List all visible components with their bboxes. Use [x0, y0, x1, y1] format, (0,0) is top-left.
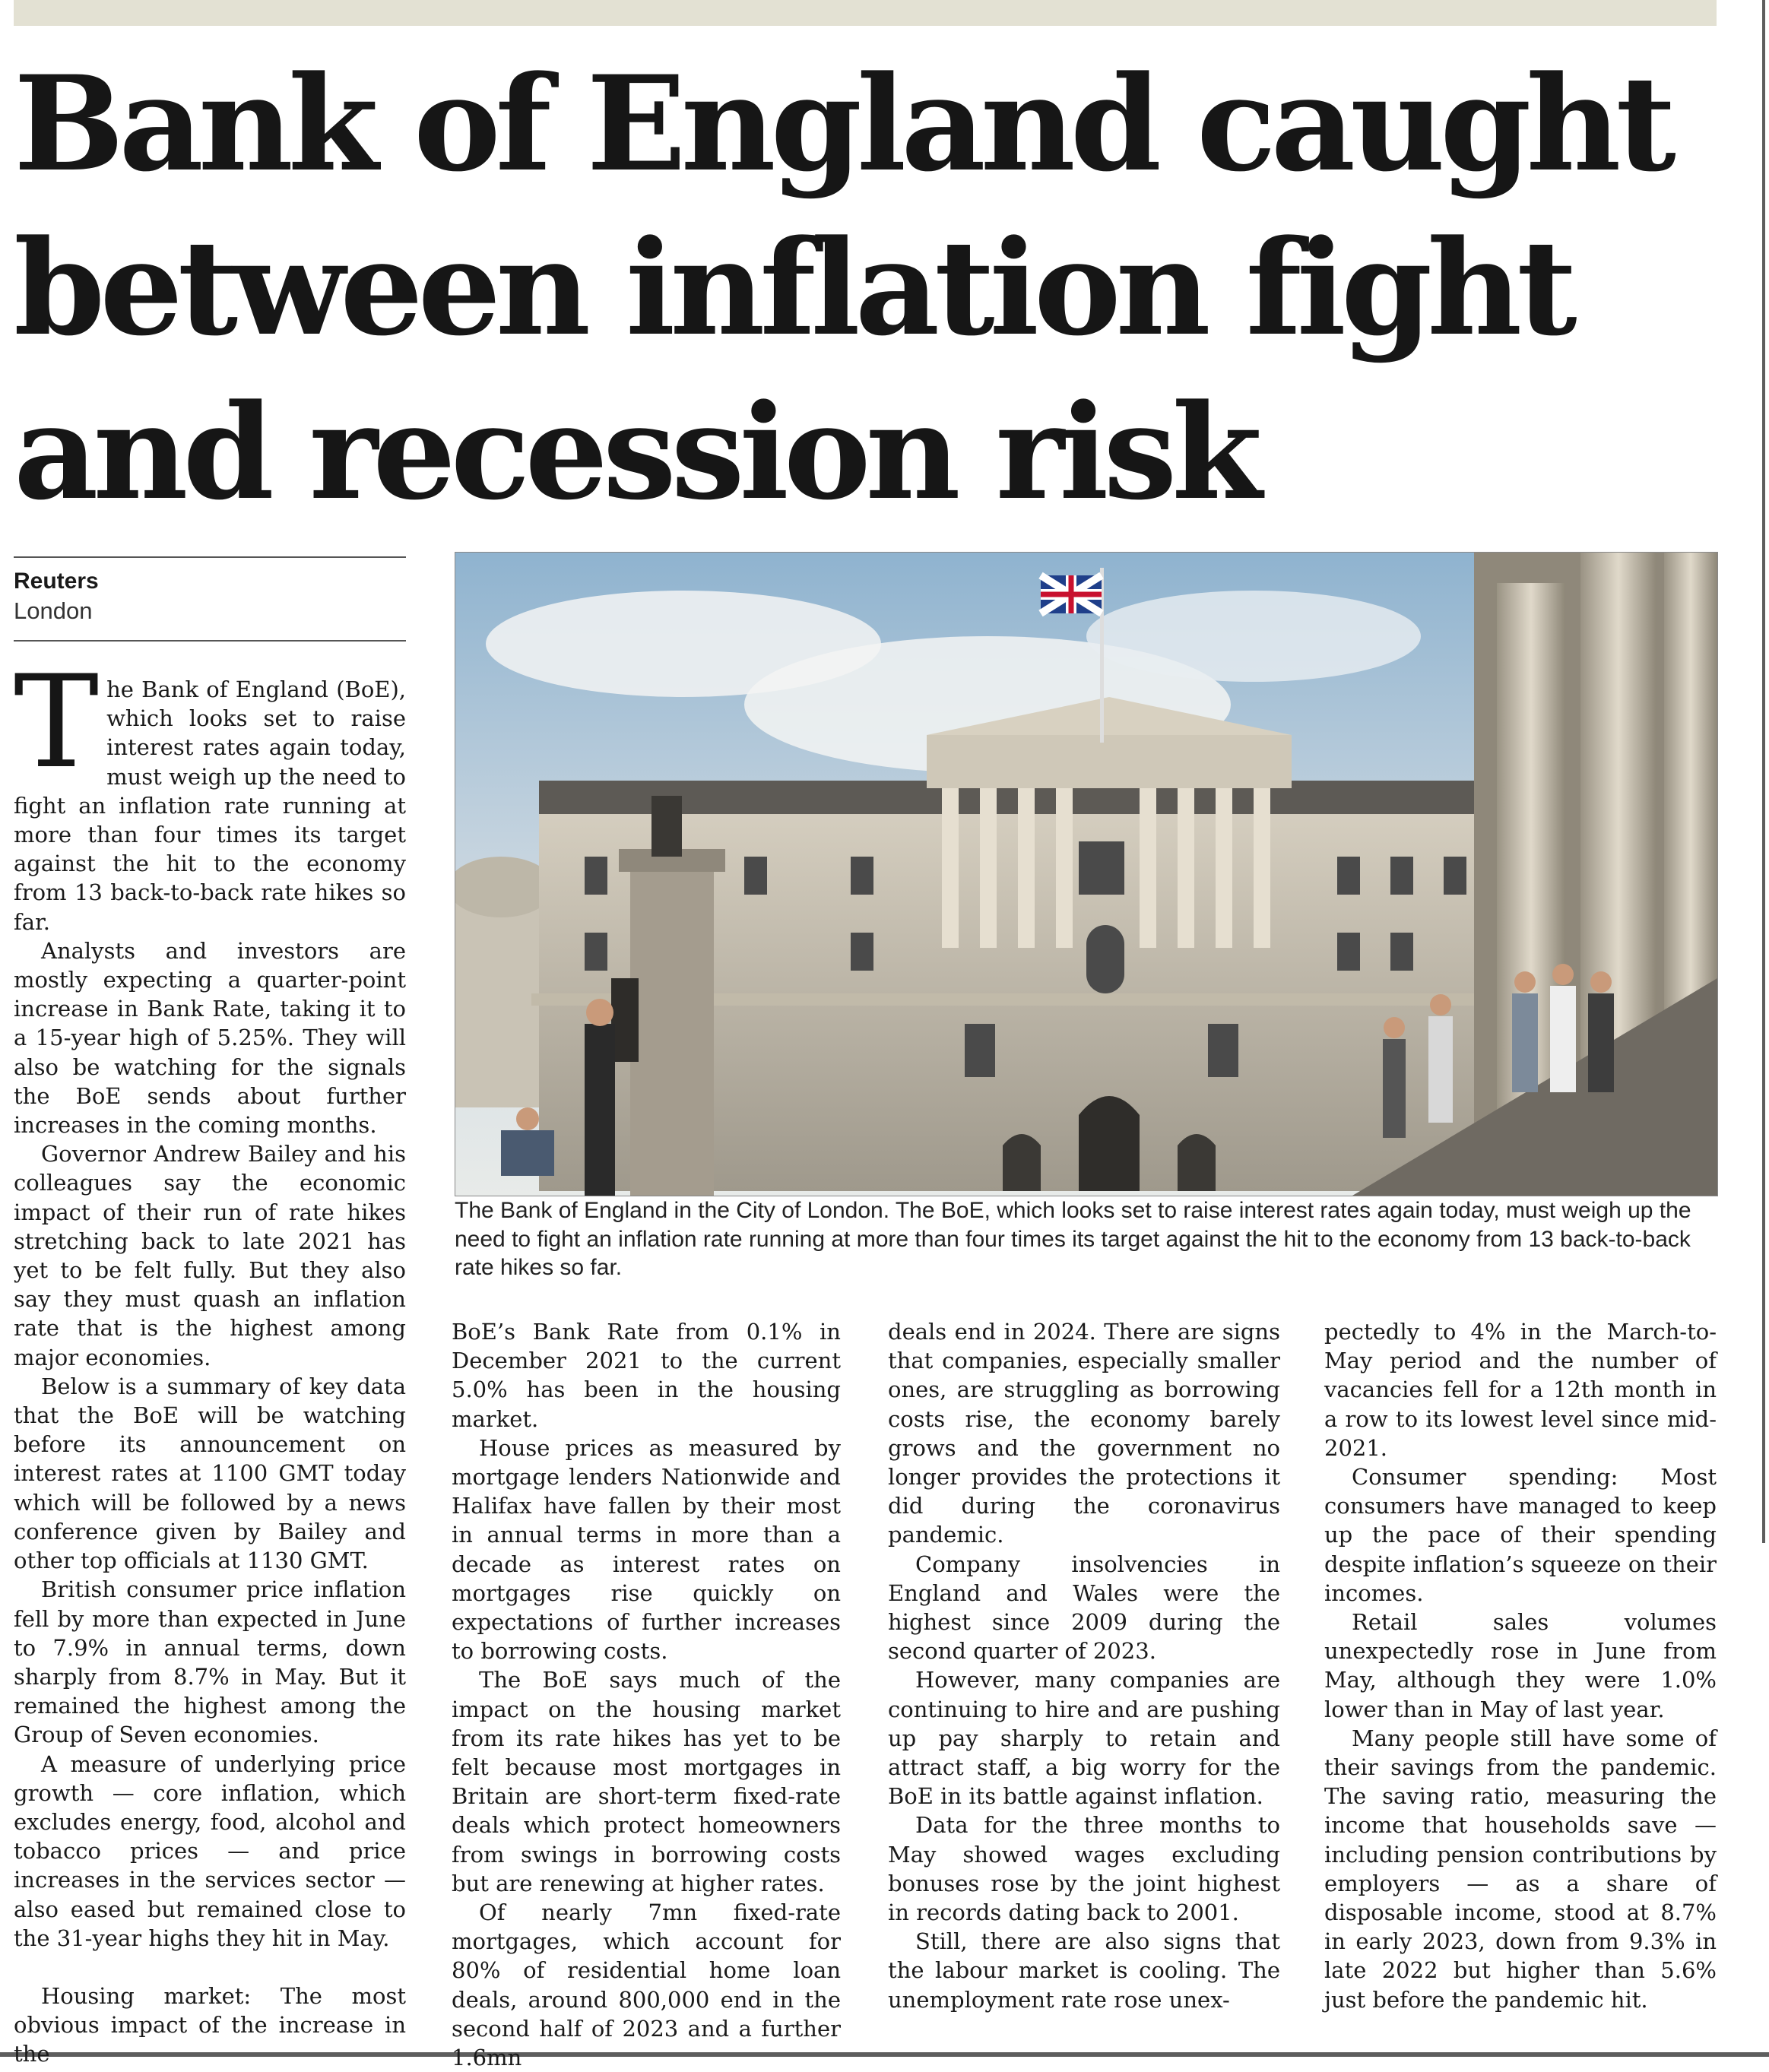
article-column-2 — [452, 1317, 841, 2072]
paragraph: Below is a summary of key data that the BoE will be watching before its announcement on interest rates at 1100 GMT today which will be followed by a news conference given by Bailey and other top officials at 1130 GMT. — [14, 1373, 406, 1574]
paragraph: However, many companies are continuing to hire and are pushing up pay sharply to retain and attract staff, a big worry for the BoE in its battle against inflation. — [888, 1667, 1280, 1810]
drop-cap: T — [14, 648, 100, 797]
paragraph: British consumer price inflation fell by more than expected in June to 7.9% in annual terms, down sharply from 8.7% in May. But it remained the highest among the Group of Seven economies. — [14, 1576, 406, 1748]
paragraph: Data for the three months to May showed wages excluding bonuses rose by the joint highest in records dating back to 2001. — [888, 1812, 1280, 1926]
paragraph: Many people still have some of their savings from the pandemic. The saving ratio, measuring the income that households save — including pension contributions by employers — as a share of disposable income, stood at 8.7% in early 2023, down from 9.3% in late 2022 but higher than 5.6% just before the pandemic hit. — [1324, 1725, 1717, 2013]
byline — [14, 556, 406, 642]
article-column-1 — [14, 648, 406, 2069]
paragraph: BoE’s Bank Rate from 0.1% in December 2021 to the current 5.0% has been in the housing market. — [452, 1319, 841, 1432]
paragraph: pectedly to 4% in the March-to-May period and the number of vacancies fell for a 12th month in a row to its lowest level since mid-2021. — [1324, 1319, 1717, 1461]
paragraph: Company insolvencies in England and Wales were the highest since 2009 during the second quarter of 2023. — [888, 1551, 1280, 1665]
paragraph: A measure of underlying price growth — core inflation, which excludes energy, food, alcohol and tobacco prices — and price increases in the services sector — also eased but remained close to the 31-year highs they hit in May. — [14, 1750, 406, 1951]
paragraph: Consumer spending: Most consumers have managed to keep up the pace of their spending despite inflation’s squeeze on their incomes. — [1324, 1464, 1717, 1606]
paragraph: Still, there are also signs that the labour market is cooling. The unemployment rate rose unex- — [888, 1928, 1280, 2013]
paragraph: The Bank of England (BoE), which looks set to raise interest rates again today, must weigh up the need to fight an inflation rate running at more than four times its target against the hit to the economy from 13 back-to-back rate hikes so far. — [14, 648, 406, 935]
byline-location: London — [14, 597, 93, 624]
article-column-3 — [888, 1317, 1280, 2014]
paragraph: Governor Andrew Bailey and his colleagues say the economic impact of their run of rate hikes stretching back to late 2021 has yet to be felt fully. But they also say they must quash an inflation rate that is the highest among major economies. — [14, 1141, 406, 1370]
headline: Bank of England caught between inflation fight and recession risk — [14, 46, 1671, 529]
column-rule — [1762, 0, 1765, 1543]
paragraph: Of nearly 7mn fixed-rate mortgages, which account for 80% of residential home loan deals, around 800,000 end in the second half of 2023 and a further 1.6mn — [452, 1899, 841, 2071]
photo-caption: The Bank of England in the City of London. The BoE, which looks set to raise interest rates again today, must weigh up the need to fight an inflation rate running at more than four times its target against the hit to the economy from 13 back-to-back rate hikes so far. — [455, 1198, 1691, 1280]
paragraph: deals end in 2024. There are signs that companies, especially smaller ones, are struggling as borrowing costs rise, the economy barely grows and the government no longer provides the protections it did during the coronavirus pandemic. — [888, 1319, 1280, 1548]
article-photo — [455, 552, 1718, 1196]
article-column-4 — [1324, 1317, 1717, 2014]
paragraph: The BoE says much of the impact on the housing market from its rate hikes has yet to be felt because most mortgages in Britain are short-term fixed-rate deals which protect homeowners from swings in borrowing costs but are renewing at higher rates. — [452, 1667, 841, 1896]
top-color-band — [14, 0, 1717, 26]
byline-agency: Reuters — [14, 569, 99, 594]
paragraph: House prices as measured by mortgage lenders Nationwide and Halifax have fallen by their most in annual terms in more than a decade as interest rates on mortgages rise quickly on expectations of further increases to borrowing costs. — [452, 1434, 841, 1665]
paragraph: Retail sales volumes unexpectedly rose in June from May, although they were 1.0% lower than in May of last year. — [1324, 1609, 1717, 1722]
paragraph: Analysts and investors are mostly expecting a quarter-point increase in Bank Rate, taking it to a 15-year high of 5.25%. They will also be watching for the signals the BoE sends about further increases in the coming months. — [14, 937, 406, 1139]
paragraph: Housing market: The most obvious impact of the increase in the — [14, 1982, 406, 2067]
